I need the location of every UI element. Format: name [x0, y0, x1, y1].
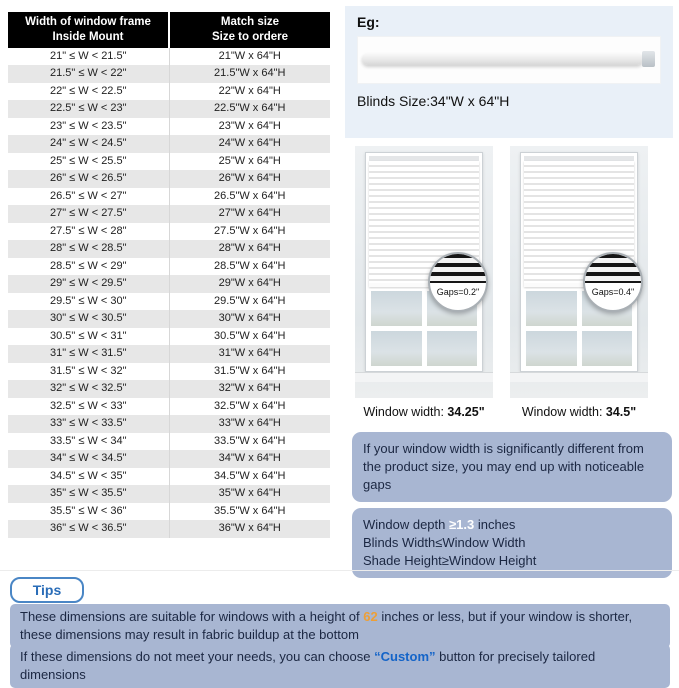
caption-label: Window width:: [521, 405, 606, 419]
width-range-cell: 24" ≤ W < 24.5": [49, 137, 127, 150]
match-size-cell: 29"W x 64"H: [169, 275, 330, 293]
match-size-cell: 28"W x 64"H: [169, 240, 330, 258]
window-pane: [371, 331, 422, 366]
table-row: [8, 310, 330, 328]
caption-value: 34.5": [605, 405, 637, 419]
width-range-cell: 32" ≤ W < 32.5": [49, 382, 127, 395]
width-range-cell: 28.5" ≤ W < 29": [49, 259, 127, 272]
table-row: [8, 83, 330, 101]
table-row: [8, 363, 330, 381]
tip2-highlight: “Custom”: [374, 649, 436, 664]
width-range-cell: 36" ≤ W < 36.5": [49, 522, 127, 535]
tips-badge: Tips: [10, 577, 84, 603]
width-range-cell: 31.5" ≤ W < 32": [49, 364, 127, 377]
tip1-highlight: 62: [363, 609, 378, 624]
match-size-cell: 23"W x 64"H: [169, 118, 330, 136]
window-pane: [371, 291, 422, 326]
window-pane: [582, 331, 633, 366]
width-range-cell: 33.5" ≤ W < 34": [49, 434, 127, 447]
magnifier-callout: [583, 252, 643, 312]
table-row: [8, 503, 330, 521]
window-width-caption: [355, 405, 493, 419]
table-row: [8, 48, 330, 66]
width-range-cell: 23" ≤ W < 23.5": [49, 119, 127, 132]
gap-warning-note: [352, 432, 672, 502]
width-range-cell: 21" ≤ W < 21.5": [49, 49, 127, 62]
match-size-cell: 22"W x 64"H: [169, 83, 330, 101]
width-range-cell: 33" ≤ W < 33.5": [49, 417, 127, 430]
example-label: Eg:: [357, 14, 380, 30]
header-width-column: [8, 12, 169, 48]
table-row: [8, 100, 330, 118]
blinds-headrail-shape: [362, 53, 643, 65]
width-range-cell: 29" ≤ W < 29.5": [49, 277, 127, 290]
table-row: [8, 275, 330, 293]
width-range-cell: 22.5" ≤ W < 23": [49, 102, 127, 115]
match-size-cell: 32.5"W x 64"H: [169, 398, 330, 416]
match-size-cell: 26"W x 64"H: [169, 170, 330, 188]
table-row: [8, 135, 330, 153]
width-range-cell: 26.5" ≤ W < 27": [49, 189, 127, 202]
blinds-endcap-shape: [642, 51, 655, 67]
table-row: [8, 65, 330, 83]
width-range-cell: 25" ≤ W < 25.5": [49, 154, 127, 167]
table-row: [8, 450, 330, 468]
width-range-cell: 22" ≤ W < 22.5": [49, 84, 127, 97]
match-size-cell: 35.5"W x 64"H: [169, 503, 330, 521]
window-pane: [526, 331, 577, 366]
match-size-cell: 32"W x 64"H: [169, 380, 330, 398]
window-example-1: [355, 146, 493, 419]
match-size-cell: 26.5"W x 64"H: [169, 188, 330, 206]
width-range-cell: 26" ≤ W < 26.5": [49, 172, 127, 185]
width-range-cell: 35" ≤ W < 35.5": [49, 487, 127, 500]
header-match-column: [169, 12, 330, 48]
depth-prefix: Window depth: [363, 517, 449, 532]
match-size-cell: 35"W x 64"H: [169, 485, 330, 503]
depth-line2: Blinds Width≤Window Width: [363, 534, 526, 550]
tip2-text-after: button for precisely tailored dimensions: [20, 649, 596, 683]
match-size-cell: 31.5"W x 64"H: [169, 363, 330, 381]
width-range-cell: 30.5" ≤ W < 31": [49, 329, 127, 342]
table-row: [8, 188, 330, 206]
match-size-cell: 21.5"W x 64"H: [169, 65, 330, 83]
header-width-line1: Width of window frame: [25, 16, 151, 28]
tip-custom-note: [10, 644, 670, 688]
match-size-cell: 22.5"W x 64"H: [169, 100, 330, 118]
table-row: [8, 293, 330, 311]
table-row: [8, 328, 330, 346]
width-range-cell: 35.5" ≤ W < 36": [49, 504, 127, 517]
table-row: [8, 118, 330, 136]
gap-label: Gaps=0.4": [591, 286, 635, 297]
table-row: [8, 345, 330, 363]
depth-suffix: inches: [474, 517, 516, 532]
tip1-text-after: inches or less, but if your window is shorter, these dimensions may result in fabric buildup at the bottom: [20, 609, 633, 643]
match-size-cell: 33"W x 64"H: [169, 415, 330, 433]
header-row: [8, 12, 330, 48]
gap-label: Gaps=0.2": [436, 286, 480, 297]
window-pane: [526, 291, 577, 326]
match-size-cell: 30.5"W x 64"H: [169, 328, 330, 346]
magnifier-callout: [428, 252, 488, 312]
depth-requirements-note: [352, 508, 672, 578]
header-width-line2: Inside Mount: [52, 30, 124, 43]
depth-line3: Shade Height≥Window Height: [363, 552, 537, 568]
match-size-cell: 33.5"W x 64"H: [169, 433, 330, 451]
caption-label: Window width:: [363, 405, 448, 419]
table-row: [8, 415, 330, 433]
width-range-cell: 30" ≤ W < 30.5": [49, 312, 127, 325]
caption-value: 34.25": [447, 405, 485, 419]
size-table-header: [8, 12, 330, 48]
window-sill: [355, 372, 493, 382]
header-match-line1: Match size: [220, 16, 280, 28]
blinds-size-text: Blinds Size:34"W x 64"H: [357, 93, 510, 109]
table-row: [8, 240, 330, 258]
size-table-body: [8, 48, 330, 538]
table-row: [8, 398, 330, 416]
tip1-text-before: These dimensions are suitable for windows with a height of: [20, 609, 364, 624]
tip2-text-before: If these dimensions do not meet your needs, you can choose: [20, 649, 375, 664]
match-size-cell: 30"W x 64"H: [169, 310, 330, 328]
width-range-cell: 34" ≤ W < 34.5": [49, 452, 127, 465]
match-size-cell: 29.5"W x 64"H: [169, 293, 330, 311]
width-range-cell: 28" ≤ W < 28.5": [49, 242, 127, 255]
width-range-cell: 34.5" ≤ W < 35": [49, 469, 127, 482]
table-row: [8, 258, 330, 276]
table-row: [8, 433, 330, 451]
depth-value: ≥1.3: [449, 517, 475, 532]
match-size-cell: 21"W x 64"H: [169, 48, 330, 66]
window-sill: [510, 372, 648, 382]
window-example-2: [510, 146, 648, 419]
width-range-cell: 29.5" ≤ W < 30": [49, 294, 127, 307]
table-row: [8, 520, 330, 538]
match-size-cell: 27.5"W x 64"H: [169, 223, 330, 241]
match-size-cell: 34.5"W x 64"H: [169, 468, 330, 486]
match-size-cell: 31"W x 64"H: [169, 345, 330, 363]
section-divider: [0, 570, 679, 571]
table-row: [8, 485, 330, 503]
width-range-cell: 27.5" ≤ W < 28": [49, 224, 127, 237]
match-size-cell: 28.5"W x 64"H: [169, 258, 330, 276]
example-panel: [345, 6, 673, 138]
table-row: [8, 468, 330, 486]
depth-line1: [363, 516, 661, 534]
window-pane: [427, 331, 478, 366]
table-row: [8, 205, 330, 223]
window-photo-1: [355, 146, 493, 398]
match-size-cell: 25"W x 64"H: [169, 153, 330, 171]
match-size-cell: 24"W x 64"H: [169, 135, 330, 153]
blinds-rod-image: [357, 36, 661, 84]
table-row: [8, 223, 330, 241]
table-row: [8, 153, 330, 171]
window-width-caption: [510, 405, 648, 419]
window-photo-2: [510, 146, 648, 398]
size-chart-table: [8, 12, 330, 538]
match-size-cell: 36"W x 64"H: [169, 520, 330, 538]
match-size-cell: 34"W x 64"H: [169, 450, 330, 468]
width-range-cell: 21.5" ≤ W < 22": [49, 67, 127, 80]
width-range-cell: 32.5" ≤ W < 33": [49, 399, 127, 412]
table-row: [8, 170, 330, 188]
gap-warning-text: If your window width is significantly different from the product size, you may end up with noticeable gaps: [363, 441, 645, 492]
match-size-cell: 27"W x 64"H: [169, 205, 330, 223]
table-row: [8, 380, 330, 398]
width-range-cell: 27" ≤ W < 27.5": [49, 207, 127, 220]
tip-height-note: [10, 604, 670, 648]
header-match-line2: Size to ordere: [211, 30, 289, 43]
width-range-cell: 31" ≤ W < 31.5": [49, 347, 127, 360]
